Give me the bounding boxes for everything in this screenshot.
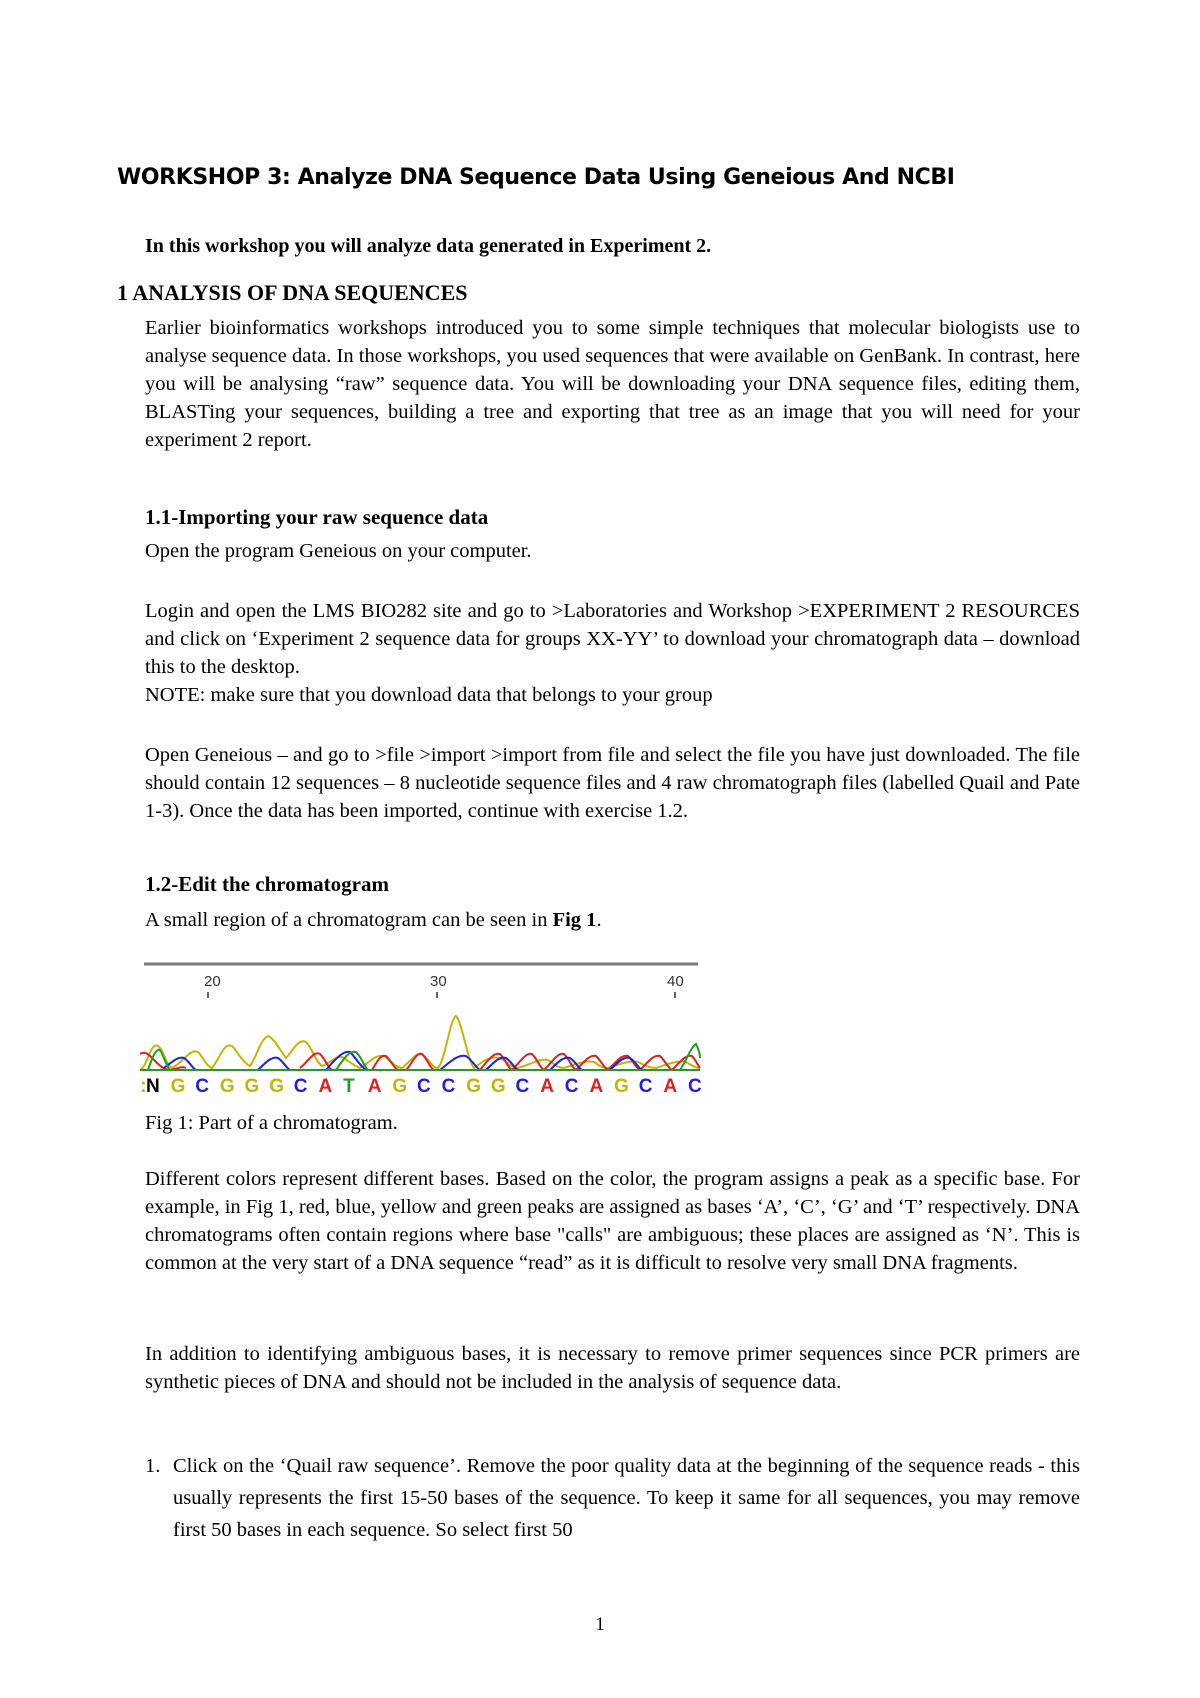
note-text: NOTE: make sure that you download data that belongs to your group [145,684,713,706]
base-call-g: G [219,1076,235,1097]
base-call-n: N [146,1076,160,1097]
import-paragraph: Open Geneious – and go to >file >import >import from file and select the file you have just downloaded. The file should contain 12 sequences – 8 nucleotide sequence files and 4 raw chromatograph files (labelled Quail and Pate 1-3). Once the data has been imported, continue with exercise 1.2. [145,744,1080,822]
list-item-number: 1. [145,1455,161,1477]
base-call-a: A [318,1076,333,1097]
base-call-a: A [589,1076,604,1097]
intro-text: In this workshop you will analyze data generated in Experiment 2. [145,235,712,257]
section-1-1-heading: 1.1-Importing your raw sequence data [145,505,489,529]
base-call-edge-mark: : [140,1075,147,1097]
base-calls [140,1075,702,1097]
base-call-c: C [417,1076,431,1097]
primers-paragraph: In addition to identifying ambiguous bases, it is necessary to remove primer sequences since PCR primers are synthetic pieces of DNA and should not be included in the analysis of sequence data. [145,1343,1080,1393]
figure-reference: Fig 1 [552,909,597,931]
section-1-heading: 1 ANALYSIS OF DNA SEQUENCES [117,280,468,305]
tick-label-20: 20 [204,973,221,990]
figure-intro-suffix: . [596,909,602,931]
base-call-c: C [638,1076,653,1097]
page-number: 1 [595,1614,605,1635]
base-call-a: A [367,1076,382,1097]
open-program-text: Open the program Geneious on your computer. [145,540,532,562]
base-call-g: G [269,1076,284,1097]
base-call-g: G [466,1076,482,1097]
base-call-c: C [564,1076,579,1097]
tick-label-40: 40 [667,973,684,990]
chromatogram-figure [140,958,700,1098]
tick-label-30: 30 [430,973,447,990]
base-call-a: A [540,1076,554,1097]
page-title: WORKSHOP 3: Analyze DNA Sequence Data Using Geneious And NCBI [117,165,955,190]
figure-intro-text [145,906,602,934]
figure-intro-prefix: A small region of a chromatogram can be seen in [145,909,553,931]
login-paragraph: Login and open the LMS BIO282 site and go to >Laboratories and Workshop >EXPERIMENT 2 RESOURCES and click on ‘Experiment 2 sequence data for groups XX-YY’ to download your chromatograph data – download this to the desktop. [145,600,1080,678]
base-call-t: T [343,1076,355,1097]
base-call-g: G [170,1076,186,1097]
base-call-g: G [614,1076,629,1097]
base-call-a: A [663,1076,678,1097]
base-call-c: C [688,1076,702,1097]
colors-paragraph: Different colors represent different bases. Based on the color, the program assigns a peak as a specific base. For example, in Fig 1, red, blue, yellow and green peaks are assigned as bases ‘A’, ‘C’, ‘G’ and ‘T’ respectively. DNA chromatograms often contain regions where base "calls" are ambiguous; these places are assigned as ‘N’. This is common at the very start of a DNA sequence “read” as it is difficult to resolve very small DNA fragments. [145,1168,1080,1274]
section-1-paragraph: Earlier bioinformatics workshops introduced you to some simple techniques that molecular biologists use to analyse sequence data. In those workshops, you used sequences that were available on GenBank. In contrast, here you will be analysing “raw” sequence data. You will be downloading your DNA sequence files, editing them, BLASTing your sequences, building a tree and exporting that tree as an image that you will need for your experiment 2 report. [145,317,1080,451]
base-call-c: C [195,1076,210,1097]
base-call-c: C [441,1076,456,1097]
base-call-c: C [515,1076,530,1097]
chromatogram-svg [140,958,700,1098]
base-call-g: G [490,1076,506,1097]
base-call-c: C [293,1076,308,1097]
section-1-2-heading: 1.2-Edit the chromatogram [145,872,389,896]
base-call-g: G [392,1076,408,1097]
base-call-g: G [244,1076,260,1097]
figure-caption: Fig 1: Part of a chromatogram. [145,1112,398,1134]
list-item-text: Click on the ‘Quail raw sequence’. Remove the poor quality data at the beginning of the sequence reads - this usually represents the first 15-50 bases of the sequence. To keep it same for all sequences, you may remove first 50 bases in each sequence. So select first 50 [173,1455,1080,1541]
